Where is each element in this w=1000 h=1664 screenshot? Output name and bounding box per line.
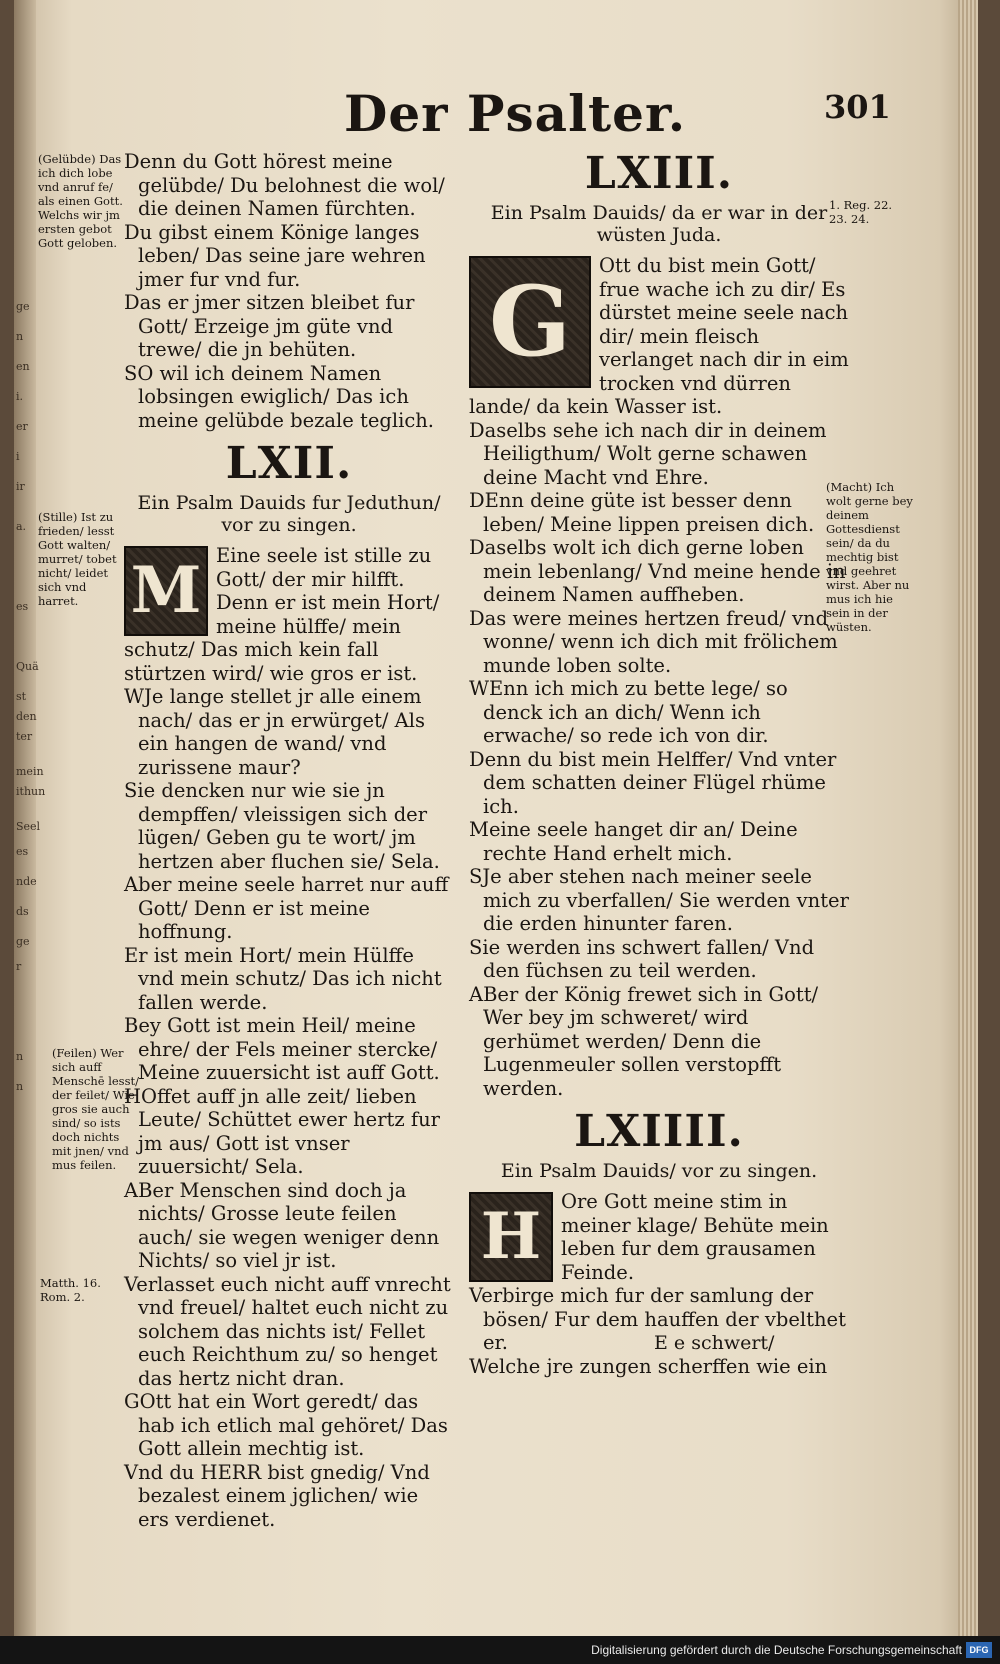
margin-note-macht: (Macht) Ich wolt gerne bey deinem Gottesdienst sein/ da du mechtig bist vnd geehret wirst. Aber nu mus ich hie sein in der wüsten.: [826, 480, 913, 634]
margin-note-reg: 1. Reg. 22. 23. 24.: [829, 198, 893, 226]
verse: Daselbs sehe ich nach dir in deinem Heiligthum/ Wolt gerne schawen deine Macht vnd Ehre.: [469, 418, 827, 489]
psalm-number: LXIII.: [584, 148, 734, 199]
verse: Er ist mein Hort/ mein Hülffe vnd mein schutz/ Das ich nicht fallen werde.: [124, 943, 442, 1014]
dfg-logo-icon: DFG: [966, 1642, 992, 1658]
psalm-title: Ein Psalm Dauids/ da er war in der wüsten Juda.: [490, 202, 828, 246]
psalm-number: LXII.: [225, 438, 353, 489]
gutter-fragment: ter: [16, 730, 33, 743]
opening-text: Ott du bist mein Gott/ frue wache ich zu dir/ Es dürstet meine seele nach dir/ mein fleisch verlanget nach dir in eim trocken vnd dürren lande/ da kein Wasser ist.: [469, 254, 849, 418]
verse: Sie dencken nur wie sie jn dempffen/ vleissigen sich der lügen/ Geben gu te wort/ jm hertzen aber fluchen sie/ Sela.: [124, 779, 440, 873]
psalm-title: Ein Psalm Dauids/ vor zu singen.: [500, 1160, 818, 1182]
verse: WEnn ich mich zu bette lege/ so denck ich an dich/ Wenn ich erwache/ so rede ich von dir.: [469, 677, 788, 747]
margin-note-geluebde: (Gelübde) Das ich dich lobe vnd anruf fe/ als einen Gott. Welchs wir jm ersten gebot Gott geloben.: [38, 152, 123, 250]
gutter-fragment: ge: [16, 935, 30, 948]
margin-note-stille: (Stille) Ist zu frieden/ lesst Gott walten/ murret/ tobet nicht/ leidet sich vnd harret.: [38, 510, 117, 608]
decorated-initial: H: [469, 1192, 553, 1282]
book-page: [14, 0, 978, 1636]
gutter-fragment: en: [16, 360, 30, 373]
verse: Verbirge mich fur der samlung der bösen/ Fur dem hauffen der vbelthet er.: [469, 1284, 846, 1354]
gutter-fragment: i.: [16, 390, 24, 403]
gutter-fragment: nde: [16, 875, 37, 888]
gutter-fragment: n: [16, 1050, 24, 1063]
verse: DEnn deine güte ist besser denn leben/ Meine lippen preisen dich.: [469, 489, 815, 536]
verse: Denn du bist mein Helffer/ Vnd vnter dem schatten deiner Flügel rhüme ich.: [469, 747, 837, 818]
gutter-fragment: ithun: [16, 785, 46, 798]
psalm-title: Ein Psalm Dauids fur Jeduthun/ vor zu singen.: [137, 492, 441, 536]
verse: Du gibst einem Könige langes leben/ Das seine jare wehren jmer fur vnd fur.: [124, 220, 426, 291]
gutter-fragment: r: [16, 960, 22, 973]
margin-note-matth: Matth. 16. Rom. 2.: [40, 1276, 101, 1304]
gutter-fragment: n: [16, 330, 24, 343]
left-column: [124, 150, 454, 1531]
verse: SJe aber stehen nach meiner seele mich zu vberfallen/ Sie werden vnter die erden hinunter faren.: [469, 865, 849, 935]
verse: ABer der König frewet sich in Gott/ Wer bey jm schweret/ wird gerhümet werden/ Denn die Lugenmeuler sollen verstopfft werden.: [469, 982, 819, 1100]
gutter-fragment: st: [16, 690, 27, 703]
catchword: E e schwert/: [654, 1332, 775, 1354]
digitization-footer: [0, 1636, 1000, 1664]
footer-text: Digitalisierung gefördert durch die Deutsche Forschungsgemeinschaft: [591, 1643, 962, 1657]
opening-text: Eine seele ist stille zu Gott/ der mir hilfft. Denn er ist mein Hort/ meine hülffe/ mein schutz/ Das mich kein fall stürtzen wird/ wie gros er ist.: [124, 544, 440, 685]
verse: Das er jmer sitzen bleibet fur Gott/ Erzeige jm güte vnd trewe/ die jn behüten.: [124, 291, 415, 361]
gutter-fragment: den: [16, 710, 37, 723]
decorated-initial: G: [469, 256, 591, 388]
psalm-opening: [124, 544, 454, 685]
right-column: [469, 150, 849, 1378]
verse: HOffet auff jn alle zeit/ lieben Leute/ Schüttet ewer hertz fur jm aus/ Gott ist vnser zuuersicht/ Sela.: [124, 1084, 440, 1178]
verse: ABer Menschen sind doch ja nichts/ Grosse leute feilen auch/ sie wegen weniger denn Nichts/ so viel jr ist.: [124, 1178, 440, 1272]
gutter-fragment: mein: [16, 765, 44, 778]
verse: Vnd du HERR bist gnedig/ Vnd bezalest einem jglichen/ wie ers verdienet.: [124, 1460, 430, 1531]
verse: Meine seele hanget dir an/ Deine rechte Hand erhelt mich.: [469, 818, 798, 865]
verse: Daselbs wolt ich dich gerne loben mein lebenlang/ Vnd meine hende in deinem Namen auffheben.: [469, 536, 846, 606]
gutter-fragment: n: [16, 1080, 24, 1093]
gutter-fragment: Quä: [16, 660, 39, 673]
verse: Denn du Gott hörest meine gelübde/ Du belohnest die wol/ die deinen Namen fürchten.: [124, 150, 445, 220]
page-number: 301: [824, 88, 891, 126]
verse: Das were meines hertzen freud/ vnd wonne/ wenn ich dich mit frölichem munde loben solte.: [469, 606, 838, 677]
gutter-fragment: er: [16, 420, 28, 433]
opening-text: Ore Gott meine stim in meiner klage/ Behüte mein leben fur dem grausamen Feinde.: [561, 1190, 829, 1284]
psalm-opening: [469, 1190, 849, 1284]
gutter-fragment: Seel: [16, 820, 41, 833]
verse: Bey Gott ist mein Heil/ meine ehre/ der Fels meiner stercke/ Meine zuuersicht ist auff Gott.: [124, 1014, 440, 1084]
decorated-initial: M: [124, 546, 208, 636]
previous-page-gutter: [14, 0, 46, 1636]
gutter-fragment: es: [16, 600, 29, 613]
running-title: Der Psalter.: [344, 84, 687, 143]
page-fore-edge: [958, 0, 978, 1636]
verse: Verlasset euch nicht auff vnrecht vnd freuel/ haltet euch nicht zu solchem das nichts ist/ Fellet euch Reichthum zu/ so henget das hertz nicht dran.: [124, 1272, 451, 1390]
psalm-number: LXIIII.: [574, 1106, 744, 1157]
verse: GOtt hat ein Wort geredt/ das hab ich etlich mal gehöret/ Das Gott allein mechtig ist.: [124, 1390, 448, 1460]
verse: WJe lange stellet jr alle einem nach/ das er jn erwürget/ Als ein hangen de wand/ vnd zurissene maur?: [124, 685, 425, 779]
gutter-fragment: a.: [16, 520, 27, 533]
gutter-fragment: i: [16, 450, 20, 463]
psalm-opening: [469, 254, 849, 419]
gutter-fragment: es: [16, 845, 29, 858]
gutter-fragment: ir: [16, 480, 25, 493]
gutter-fragment: ge: [16, 300, 30, 313]
gutter-fragment: ds: [16, 905, 29, 918]
margin-note-feilen: (Feilen) Wer sich auff Menschē lesst/ der feilet/ Wie gros sie auch sind/ so ists doch nichts mit jnen/ vnd mus feilen.: [52, 1046, 139, 1172]
verse: SO wil ich deinem Namen lobsingen ewiglich/ Das ich meine gelübde bezale teglich.: [124, 361, 434, 432]
verse: Sie werden ins schwert fallen/ Vnd den füchsen zu teil werden.: [469, 935, 815, 982]
verse: Aber meine seele harret nur auff Gott/ Denn er ist meine hoffnung.: [124, 873, 449, 943]
verse: Welche jre zungen scherffen wie ein: [469, 1354, 828, 1378]
